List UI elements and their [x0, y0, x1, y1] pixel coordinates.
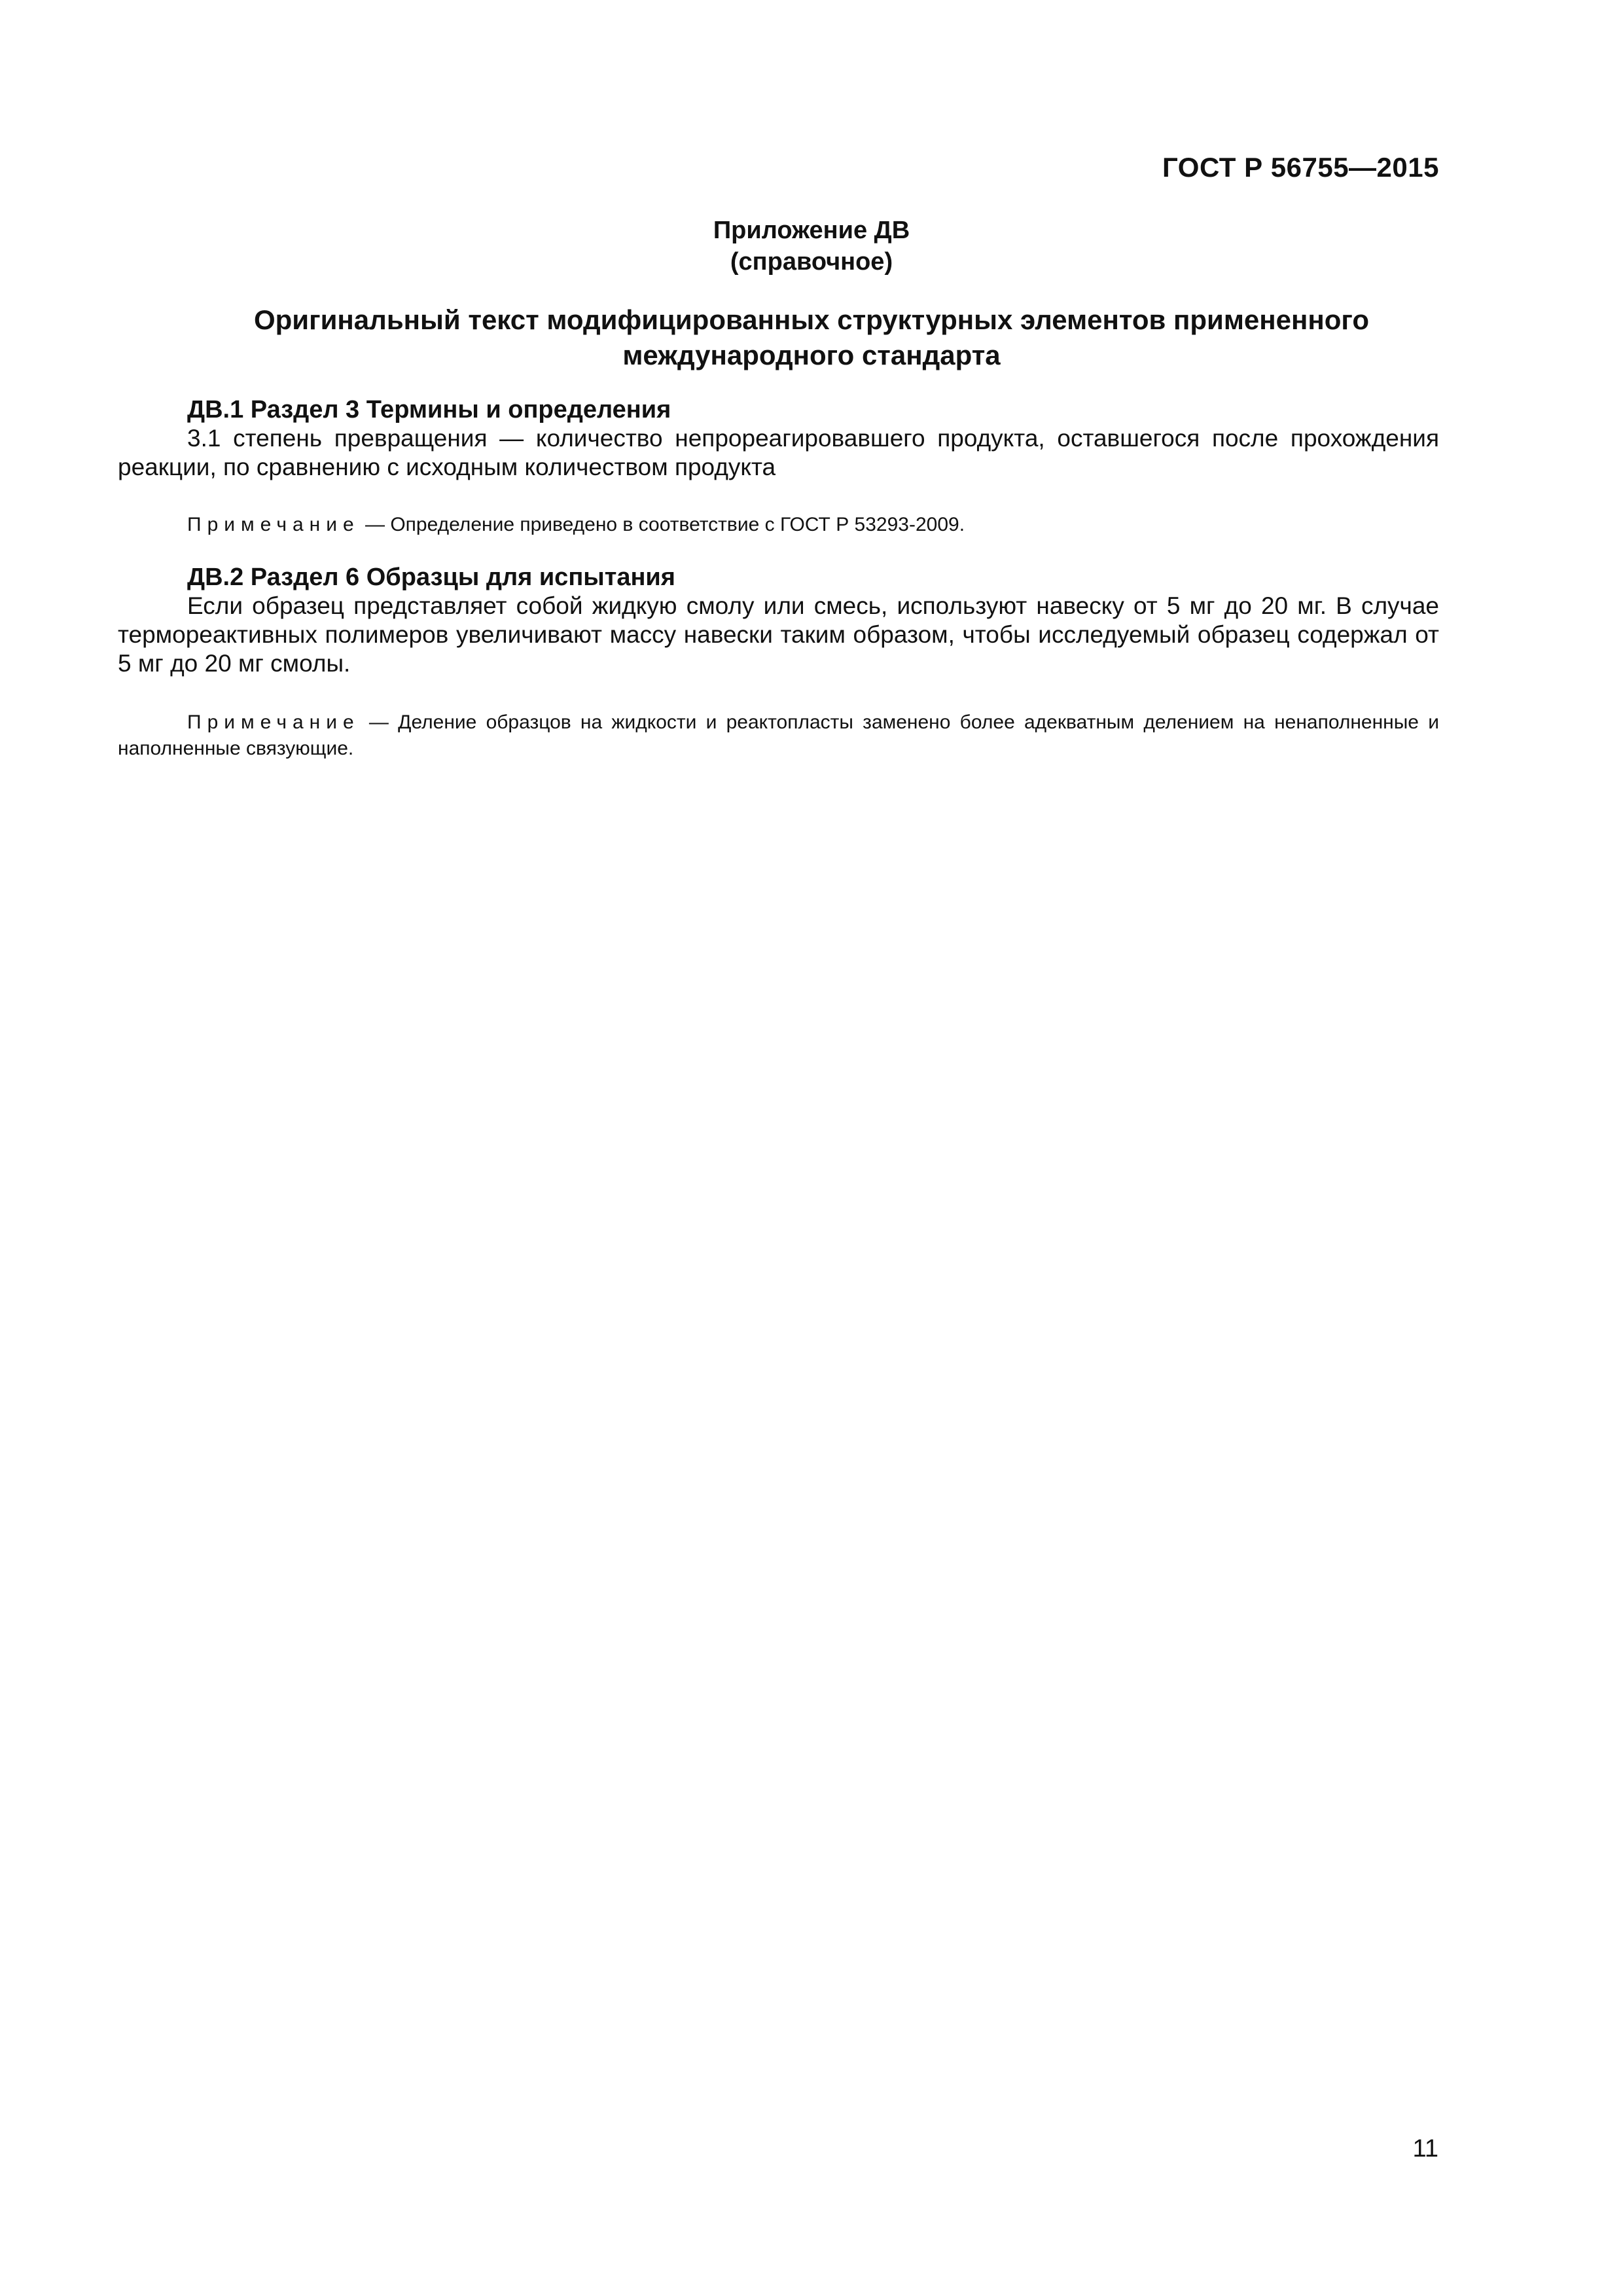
section-heading: ДВ.1 Раздел 3 Термины и определения — [187, 396, 671, 423]
section-heading: ДВ.2 Раздел 6 Образцы для испытания — [187, 564, 675, 591]
appendix-subtitle: (справочное) — [730, 248, 893, 276]
page-number: 11 — [1412, 2135, 1438, 2162]
document-title-line-1: Оригинальный текст модифицированных структурных элементов примененного — [253, 304, 1370, 335]
note-text: — Деление образцов на жидкости и реактопласты заменено более адекватным делением на ненаполненные и наполненные связующие. — [118, 711, 1439, 759]
section-note — [118, 512, 1439, 538]
appendix-title: Приложение ДВ — [713, 217, 910, 244]
note-label: Примечание — [187, 514, 360, 535]
note-label: Примечание — [187, 711, 360, 733]
section-body-text: 3.1 степень превращения — количество непрореагировавшего продукта, оставшегося после прохождения реакции, по сравнению с исходным количеством продукта — [118, 425, 1439, 480]
section-body-text: Если образец представляет собой жидкую смолу или смесь, используют навеску от 5 мг до 20 мг. В случае термореактивных полимеров увеличивают массу навески таким образом, чтобы исследуемый образец содержал от 5 мг до 20 мг смолы. — [118, 592, 1439, 677]
note-text: — Определение приведено в соответствие с ГОСТ Р 53293-2009. — [359, 514, 965, 535]
appendix-heading — [0, 215, 1623, 278]
document-title — [196, 302, 1427, 373]
standard-code-header: ГОСТ Р 56755—2015 — [1162, 152, 1439, 183]
document-title-line-2: международного стандарта — [622, 340, 1001, 370]
section-dv2 — [118, 563, 1439, 678]
section-note — [118, 709, 1439, 762]
section-dv1 — [118, 395, 1439, 482]
